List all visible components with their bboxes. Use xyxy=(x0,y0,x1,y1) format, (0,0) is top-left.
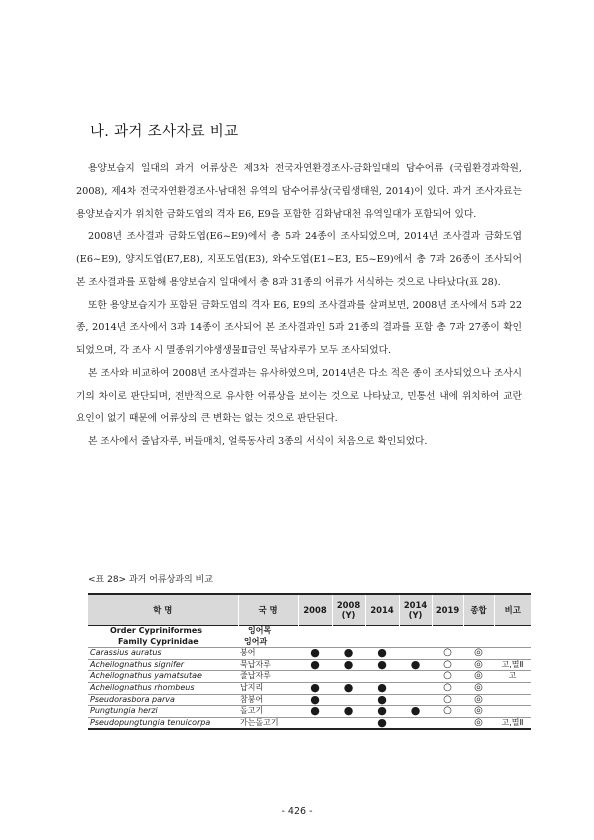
record-mark: ● xyxy=(332,682,365,694)
korean-name: 가는돌고기 xyxy=(238,717,298,729)
remark: 고,멸Ⅱ xyxy=(494,659,531,671)
header-cell: 2019 xyxy=(432,594,463,626)
scientific-name: Acheilognathus yamatsutae xyxy=(88,671,238,683)
paragraph: 또한 용양보습지가 포함된 금화도엽의 격자 E6, E9의 조사결과를 살펴보면, 2008년 조사에서 5과 22종, 2014년 조사에서 3과 14종이 조사되어 본 조사결과인 5과 21종의 결과를 포함 총 7과 27종이 확인되었으며, 각 조사 시 멸종위기야생생물Ⅱ급인 묵납자루가 모두 조사되었다. xyxy=(76,299,522,356)
remark xyxy=(494,648,531,660)
header-cell: 2008 xyxy=(298,594,332,626)
record-mark: ○ xyxy=(432,682,463,694)
record-mark: ● xyxy=(365,717,399,729)
header-cell: 2008 (Y) xyxy=(332,594,365,626)
record-mark: ◎ xyxy=(463,694,494,706)
table-row xyxy=(88,659,531,671)
remark xyxy=(494,694,531,706)
section-heading: 나. 과거 조사자료 비교 xyxy=(90,124,239,140)
remark: 고 xyxy=(494,671,531,683)
korean-name: 돌고기 xyxy=(238,706,298,718)
record-mark: ● xyxy=(298,706,332,718)
korean-name: 묵납자루 xyxy=(238,659,298,671)
record-mark xyxy=(399,671,432,683)
record-mark xyxy=(298,717,332,729)
table-row xyxy=(88,706,531,718)
record-mark xyxy=(399,717,432,729)
scientific-name: Carassius auratus xyxy=(88,648,238,660)
table-row xyxy=(88,717,531,729)
korean-name: 줄납자루 xyxy=(238,671,298,683)
scientific-name: Pungtungia herzi xyxy=(88,706,238,718)
remark: 고,멸Ⅱ xyxy=(494,717,531,729)
record-mark xyxy=(332,717,365,729)
korean-name: 붕어 xyxy=(238,648,298,660)
record-mark: ● xyxy=(298,659,332,671)
table-header-row xyxy=(88,594,531,626)
record-mark: ◎ xyxy=(463,659,494,671)
header-cell: 학 명 xyxy=(88,594,238,626)
record-mark: ◎ xyxy=(463,671,494,683)
header-cell: 국 명 xyxy=(238,594,298,626)
family-name: Family Cyprinidae xyxy=(118,636,199,646)
header-cell: 비고 xyxy=(494,594,531,626)
header-cell: 2014 xyxy=(365,594,399,626)
record-mark: ○ xyxy=(432,706,463,718)
record-mark: ○ xyxy=(432,694,463,706)
scientific-name: Acheilognathus rhombeus xyxy=(88,682,238,694)
record-mark: ◎ xyxy=(463,648,494,660)
family-korean-name: 잉어과 xyxy=(244,636,268,646)
record-mark xyxy=(399,682,432,694)
paragraph: 본 조사에서 줄납자루, 버들매치, 얼룩동사리 3종의 서식이 처음으로 확인되었다. xyxy=(88,436,428,447)
record-mark: ◎ xyxy=(463,706,494,718)
record-mark: ● xyxy=(399,659,432,671)
paragraph: 용양보습지 일대의 과거 어류상은 제3차 전국자연환경조사-금화일대의 담수어류 (국립환경과학원, 2008), 제4차 전국자연환경조사-남대천 유역의 담수어류상(국립생태원, 2014)이 있다. 과거 조사자료는 용양보습지가 위치한 금화도엽의 격자 E6, E9을 포함한 김화남대천 유역일대가 포함되어 있다. xyxy=(76,163,522,220)
header-cell: 종합 xyxy=(463,594,494,626)
scientific-name: Acheilognathus signifer xyxy=(88,659,238,671)
record-mark: ● xyxy=(365,694,399,706)
record-mark: ● xyxy=(332,706,365,718)
record-mark: ● xyxy=(365,659,399,671)
remark xyxy=(494,682,531,694)
record-mark: ● xyxy=(365,648,399,660)
record-mark: ○ xyxy=(432,659,463,671)
fish-comparison-table xyxy=(88,593,531,730)
record-mark xyxy=(432,717,463,729)
record-mark: ○ xyxy=(432,648,463,660)
record-mark: ◎ xyxy=(463,682,494,694)
scientific-name: Pseudorasbora parva xyxy=(88,694,238,706)
header-cell: 2014 (Y) xyxy=(399,594,432,626)
record-mark: ● xyxy=(332,648,365,660)
record-mark: ● xyxy=(298,682,332,694)
record-mark: ● xyxy=(365,706,399,718)
korean-name: 납지리 xyxy=(238,682,298,694)
order-name: Order Cypriniformes xyxy=(88,626,238,637)
table-caption: <표 28> 과거 어류상과의 비교 xyxy=(88,575,213,585)
scientific-name: Pseudopungtungia tenuicorpa xyxy=(88,717,238,729)
record-mark: ● xyxy=(365,682,399,694)
record-mark: ● xyxy=(399,706,432,718)
record-mark: ● xyxy=(298,648,332,660)
korean-name: 참붕어 xyxy=(238,694,298,706)
body-text xyxy=(76,158,522,454)
record-mark: ○ xyxy=(432,671,463,683)
record-mark: ● xyxy=(332,659,365,671)
order-row xyxy=(88,626,531,637)
record-mark: ● xyxy=(298,694,332,706)
record-mark: ◎ xyxy=(463,717,494,729)
page-number: - 426 - xyxy=(281,806,313,817)
remark xyxy=(494,706,531,718)
order-korean-name: 잉어목 xyxy=(238,626,298,637)
paragraph: 본 조사와 비교하여 2008년 조사결과는 유사하였으며, 2014년은 다소 적은 종이 조사되었으나 조사시기의 차이로 판단되며, 전반적으로 유사한 어류상을 보이는 것으로 나타났고, 민통선 내에 위치하여 교란 요인이 없기 때문에 어류상의 큰 변화는 없는 것으로 판단된다. xyxy=(76,367,522,425)
paragraph: 2008년 조사결과 금화도엽(E6~E9)에서 총 5과 24종이 조사되었으며, 2014년 조사결과 금화도엽(E6~E9), 양지도엽(E7,E8), 지포도엽(E3), 와수도엽(E1~E3, E5~E9)에서 총 7과 26종이 조사되어 본 조사결과를 포함해 용양보습지 일대에서 총 8과 31종의 어류가 서식하는 것으로 나타났다(표 28). xyxy=(76,231,522,288)
